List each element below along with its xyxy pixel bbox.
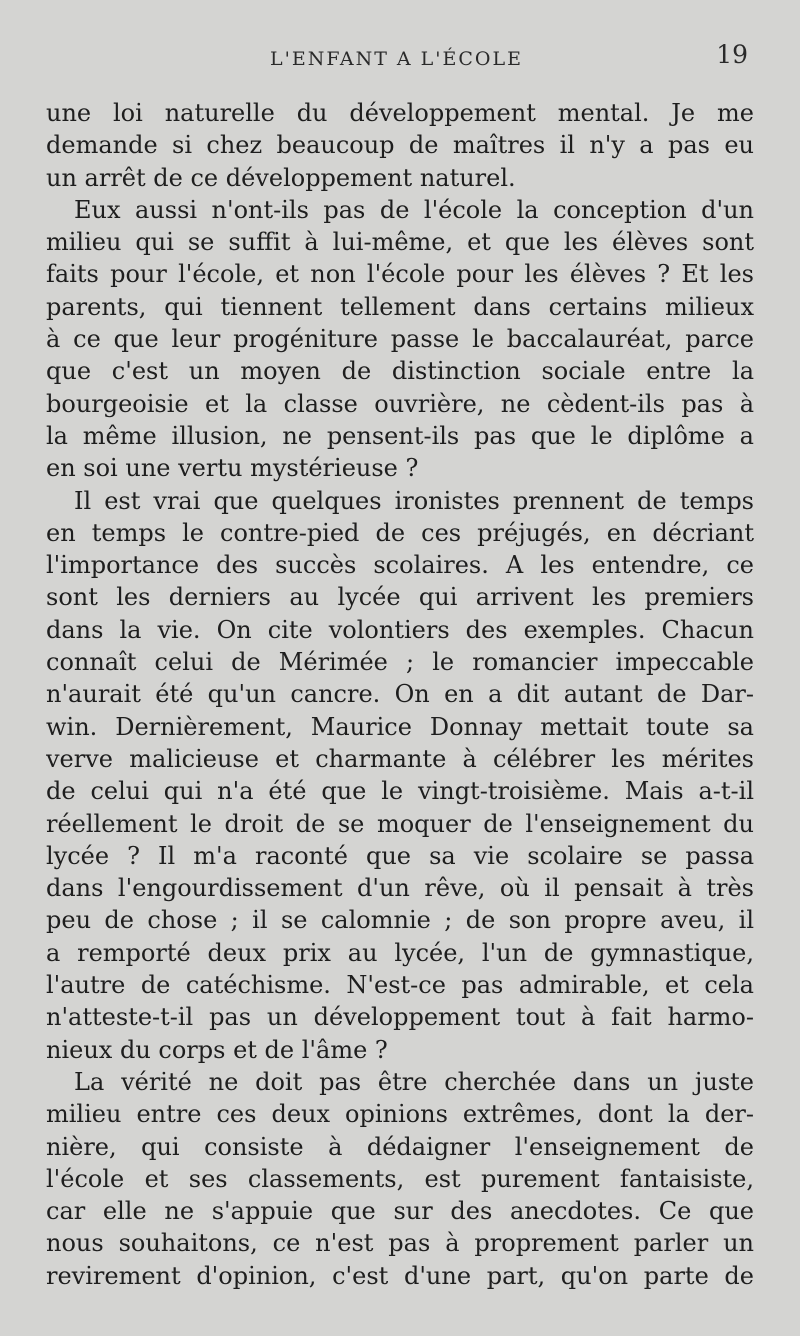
text-line: parents, qui tiennent tellement dans certains milieux: [46, 292, 754, 321]
text-line: nière, qui consiste à dédaigner l'enseignement de: [46, 1132, 754, 1161]
text-line: nous souhaitons, ce n'est pas à proprement parler un: [46, 1229, 754, 1258]
text-line: Il est vrai que quelques ironistes prennent de temps: [74, 486, 754, 515]
text-line: connaît celui de Mérimée ; le romancier impeccable: [46, 648, 754, 677]
text-line: l'école et ses classements, est purement fantaisiste,: [46, 1164, 754, 1193]
body-text: [46, 97, 754, 1292]
text-line: Eux aussi n'ont-ils pas de l'école la conception d'un: [74, 195, 754, 224]
text-line: en soi une vertu mystérieuse ?: [46, 454, 419, 483]
text-line: win. Dernièrement, Maurice Donnay mettait toute sa: [46, 712, 754, 741]
text-line: car elle ne s'appuie que sur des anecdotes. Ce que: [46, 1197, 754, 1226]
text-line: peu de chose ; il se calomnie ; de son propre aveu, il: [46, 906, 754, 935]
text-line: verve malicieuse et charmante à célébrer les mérites: [46, 744, 754, 773]
text-line: revirement d'opinion, c'est d'une part, qu'on parte de: [46, 1261, 754, 1290]
text-line: l'importance des succès scolaires. A les entendre, ce: [46, 551, 754, 580]
text-line: dans la vie. On cite volontiers des exemples. Chacun: [46, 615, 754, 644]
text-line: un arrêt de ce développement naturel.: [46, 163, 516, 192]
text-line: une loi naturelle du développement mental. Je me: [46, 99, 754, 127]
text-line: réellement le droit de se moquer de l'enseignement du: [46, 809, 754, 838]
text-line: bourgeoisie et la classe ouvrière, ne cèdent-ils pas à: [46, 389, 754, 418]
text-line: milieu entre ces deux opinions extrêmes, dont la der-: [46, 1100, 754, 1129]
text-line: la même illusion, ne pensent-ils pas que le diplôme a: [46, 421, 754, 450]
text-line: a remporté deux prix au lycée, l'un de gymnastique,: [46, 938, 754, 967]
text-line: sont les derniers au lycée qui arrivent les premiers: [46, 583, 754, 612]
text-line: La vérité ne doit pas être cherchée dans un juste: [74, 1067, 754, 1096]
text-line: l'autre de catéchisme. N'est-ce pas admirable, et cela: [46, 971, 754, 1000]
text-line: n'aurait été qu'un cancre. On en a dit autant de Dar-: [46, 680, 754, 709]
text-line: nieux du corps et de l'âme ?: [46, 1035, 388, 1064]
text-line: faits pour l'école, et non l'école pour les élèves ? Et les: [46, 260, 754, 289]
text-line: de celui qui n'a été que le vingt-troisième. Mais a-t-il: [46, 777, 754, 806]
text-line: à ce que leur progéniture passe le baccalauréat, parce: [46, 325, 754, 354]
text-line: milieu qui se suffit à lui-même, et que les élèves sont: [46, 228, 754, 257]
text-line: demande si chez beaucoup de maîtres il n'y a pas eu: [46, 131, 754, 160]
page-number: 19: [716, 40, 748, 69]
text-line: lycée ? Il m'a raconté que sa vie scolaire se passa: [46, 841, 754, 870]
text-line: que c'est un moyen de distinction sociale entre la: [46, 357, 754, 386]
text-line: en temps le contre-pied de ces préjugés, en décriant: [46, 518, 754, 547]
text-line: dans l'engourdissement d'un rêve, où il pensait à très: [46, 874, 754, 903]
text-line: n'atteste-t-il pas un développement tout à fait harmo-: [46, 1003, 754, 1032]
running-title: L'ENFANT A L'ÉCOLE: [270, 48, 523, 70]
